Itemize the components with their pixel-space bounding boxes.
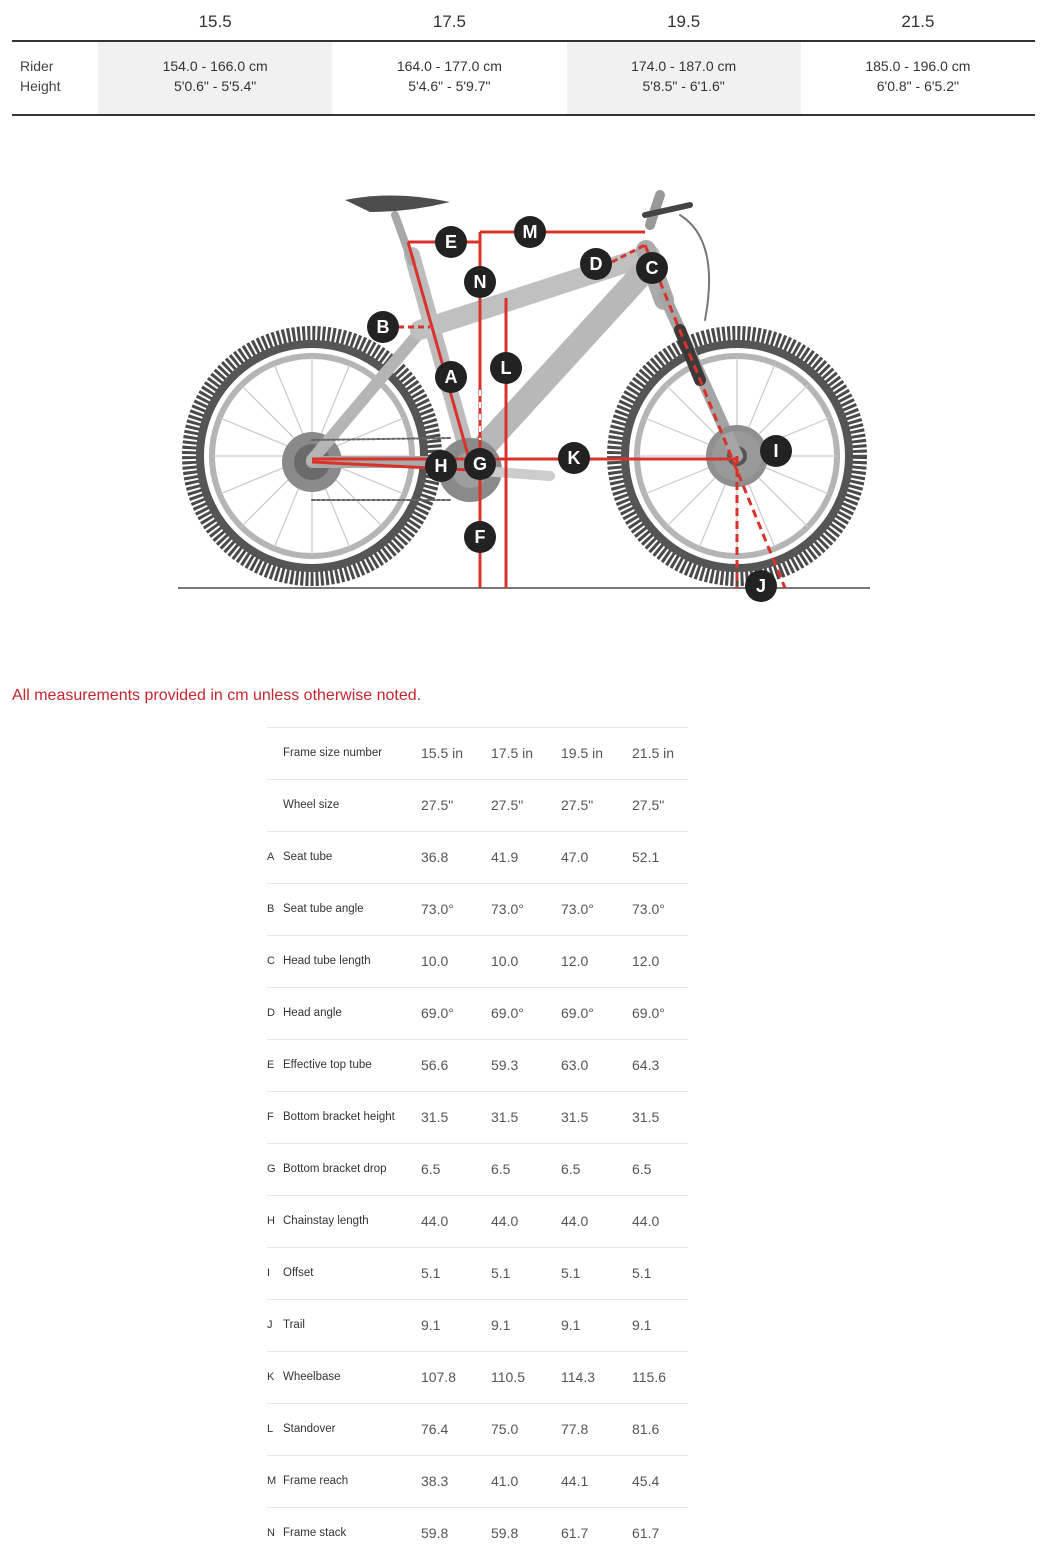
geometry-value: 27.5" (421, 797, 454, 813)
geometry-letter: E (267, 1059, 275, 1071)
geometry-value: 44.0 (491, 1213, 519, 1229)
geometry-letter: G (267, 1163, 276, 1175)
geometry-row (267, 1455, 688, 1507)
geometry-value: 41.9 (491, 849, 519, 865)
geometry-letter: L (267, 1423, 274, 1435)
rider-height-cell: 164.0 - 177.0 cm 5'4.6" - 5'9.7" (396, 58, 502, 94)
rider-height-label: Rider Height (20, 58, 61, 94)
geometry-name: Seat tube (283, 851, 333, 863)
geometry-value: 27.5" (632, 797, 665, 813)
size-header: 17.5 (432, 12, 466, 31)
geometry-value: 5.1 (491, 1265, 511, 1281)
geometry-value: 27.5" (491, 797, 524, 813)
rider-height-row (12, 42, 1035, 116)
svg-text:C: C (645, 258, 659, 278)
geometry-name: Effective top tube (283, 1059, 372, 1071)
geometry-name: Frame reach (283, 1475, 349, 1487)
geometry-row (267, 779, 688, 831)
size-header: 15.5 (198, 12, 232, 31)
geometry-value: 63.0 (561, 1057, 589, 1073)
rider-height-cell: 154.0 - 166.0 cm 5'0.6" - 5'5.4" (98, 42, 332, 114)
geometry-value: 69.0° (561, 1005, 594, 1021)
geometry-name: Bottom bracket height (283, 1111, 395, 1123)
svg-text:I: I (773, 441, 779, 461)
badge-g (464, 448, 496, 480)
geometry-value: 19.5 in (561, 745, 604, 761)
geometry-row (267, 1299, 688, 1351)
badge-h (425, 450, 457, 482)
geometry-value: 44.1 (561, 1473, 589, 1489)
badge-c (636, 252, 668, 284)
geometry-name: Trail (283, 1319, 305, 1331)
rider-height-table (12, 0, 1035, 116)
geometry-letter: C (267, 955, 275, 967)
svg-text:M: M (522, 222, 538, 242)
geometry-value: 5.1 (632, 1265, 652, 1281)
geometry-value: 107.8 (421, 1369, 457, 1385)
geometry-value: 41.0 (491, 1473, 519, 1489)
geometry-name: Offset (283, 1267, 314, 1279)
geometry-row (267, 1247, 688, 1299)
geometry-name: Wheelbase (283, 1371, 341, 1383)
geometry-value: 73.0° (491, 901, 524, 917)
geometry-row (267, 1091, 688, 1143)
geometry-value: 5.1 (561, 1265, 581, 1281)
svg-text:E: E (444, 232, 458, 252)
geometry-name: Head angle (283, 1007, 342, 1019)
geometry-value: 73.0° (632, 901, 665, 917)
geometry-row (267, 727, 688, 779)
geometry-value: 69.0° (421, 1005, 454, 1021)
geometry-row (267, 987, 688, 1039)
size-header: 19.5 (667, 12, 701, 31)
geometry-letter: I (267, 1267, 271, 1279)
badge-i (760, 435, 792, 467)
badge-d (580, 248, 612, 280)
geometry-value: 21.5 in (632, 745, 675, 761)
geometry-letter: D (267, 1007, 275, 1019)
geometry-value: 69.0° (632, 1005, 665, 1021)
geometry-value: 12.0 (632, 953, 660, 969)
bike-geometry-diagram (0, 170, 1049, 620)
geometry-value: 59.8 (421, 1525, 449, 1541)
geometry-letter: J (267, 1319, 273, 1331)
geometry-name: Bottom bracket drop (283, 1163, 387, 1175)
geometry-name: Chainstay length (283, 1215, 369, 1227)
rider-height-cell: 174.0 - 187.0 cm 5'8.5" - 6'1.6" (567, 42, 801, 114)
badge-e (435, 226, 467, 258)
geometry-value: 9.1 (491, 1317, 511, 1333)
geometry-value: 59.3 (491, 1057, 519, 1073)
geometry-value: 47.0 (561, 849, 589, 865)
geometry-row (267, 1039, 688, 1091)
geometry-row (267, 935, 688, 987)
geometry-name: Frame size number (283, 747, 383, 759)
geometry-value: 73.0° (421, 901, 454, 917)
geometry-row (267, 1403, 688, 1455)
rider-height-cell: 185.0 - 196.0 cm 6'0.8" - 6'5.2" (865, 58, 971, 94)
badge-j (745, 570, 777, 602)
svg-text:J: J (755, 576, 767, 596)
geometry-value: 15.5 in (421, 745, 464, 761)
badge-n (464, 266, 496, 298)
geometry-value: 36.8 (421, 849, 449, 865)
geometry-name: Wheel size (283, 799, 340, 811)
geometry-letter: K (267, 1371, 275, 1383)
geometry-value: 10.0 (421, 953, 449, 969)
geometry-name: Frame stack (283, 1527, 347, 1539)
svg-text:A: A (444, 367, 458, 387)
geometry-value: 81.6 (632, 1421, 660, 1437)
badge-m (514, 216, 546, 248)
geometry-value: 27.5" (561, 797, 594, 813)
geometry-letter: A (267, 851, 275, 863)
svg-text:F: F (474, 527, 486, 547)
geometry-value: 9.1 (632, 1317, 652, 1333)
geometry-value: 59.8 (491, 1525, 519, 1541)
geometry-value: 75.0 (491, 1421, 519, 1437)
geometry-value: 31.5 (632, 1109, 660, 1125)
geometry-value: 17.5 in (491, 745, 534, 761)
size-header-row (12, 0, 1035, 42)
badge-b (367, 311, 399, 343)
geometry-table (267, 727, 688, 1556)
geometry-value: 64.3 (632, 1057, 660, 1073)
svg-text:B: B (376, 317, 390, 337)
geometry-letter: B (267, 903, 275, 915)
geometry-row (267, 831, 688, 883)
svg-text:D: D (589, 254, 603, 274)
geometry-value: 31.5 (491, 1109, 519, 1125)
geometry-value: 44.0 (632, 1213, 660, 1229)
geometry-row (267, 883, 688, 935)
geometry-letter: M (267, 1475, 277, 1487)
badge-k (558, 442, 590, 474)
geometry-value: 61.7 (561, 1525, 589, 1541)
geometry-name: Head tube length (283, 955, 371, 967)
geometry-value: 6.5 (421, 1161, 441, 1177)
geometry-value: 12.0 (561, 953, 589, 969)
geometry-value: 115.6 (632, 1369, 666, 1385)
geometry-value: 9.1 (421, 1317, 441, 1333)
geometry-value: 31.5 (561, 1109, 589, 1125)
svg-text:H: H (434, 456, 448, 476)
geometry-value: 69.0° (491, 1005, 524, 1021)
geometry-value: 6.5 (491, 1161, 511, 1177)
svg-text:N: N (473, 272, 487, 292)
geometry-value: 73.0° (561, 901, 594, 917)
geometry-row (267, 1507, 688, 1556)
geometry-value: 52.1 (632, 849, 660, 865)
geometry-letter: F (267, 1111, 274, 1123)
badge-a (435, 361, 467, 393)
geometry-value: 9.1 (561, 1317, 581, 1333)
geometry-value: 76.4 (421, 1421, 449, 1437)
geometry-row (267, 1143, 688, 1195)
geometry-value: 114.3 (561, 1369, 595, 1385)
badge-f (464, 521, 496, 553)
geometry-row (267, 1195, 688, 1247)
geometry-value: 110.5 (491, 1369, 525, 1385)
geometry-name: Standover (283, 1423, 336, 1435)
geometry-value: 61.7 (632, 1525, 660, 1541)
badge-l (490, 352, 522, 384)
geometry-value: 6.5 (561, 1161, 581, 1177)
geometry-value: 45.4 (632, 1473, 660, 1489)
geometry-value: 10.0 (491, 953, 519, 969)
geometry-value: 31.5 (421, 1109, 449, 1125)
geometry-value: 44.0 (421, 1213, 449, 1229)
geometry-letter: H (267, 1215, 275, 1227)
svg-text:G: G (472, 454, 488, 474)
measurement-note: All measurements provided in cm unless otherwise noted. (12, 687, 422, 704)
geometry-name: Seat tube angle (283, 903, 364, 915)
geometry-letter: N (267, 1527, 275, 1539)
geometry-value: 6.5 (632, 1161, 652, 1177)
geometry-value: 77.8 (561, 1421, 589, 1437)
geometry-value: 38.3 (421, 1473, 449, 1489)
geometry-value: 5.1 (421, 1265, 441, 1281)
geometry-value: 44.0 (561, 1213, 589, 1229)
size-header: 21.5 (901, 12, 935, 31)
svg-text:L: L (500, 358, 512, 378)
geometry-value: 56.6 (421, 1057, 449, 1073)
geometry-row (267, 1351, 688, 1403)
svg-text:K: K (567, 448, 581, 468)
